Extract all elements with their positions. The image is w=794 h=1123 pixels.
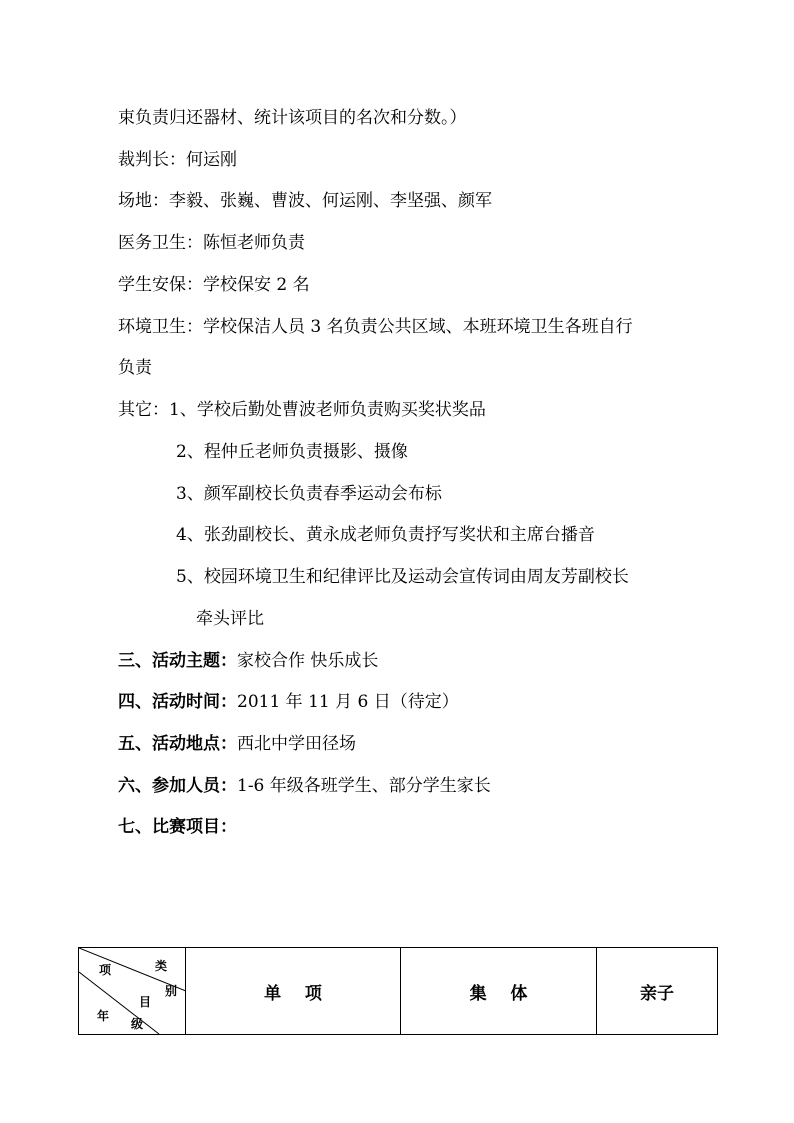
section-value: 西北中学田径场 bbox=[237, 734, 356, 754]
other-item-5: 5、校园环境卫生和纪律评比及运动会宣传词由周友芳副校长 bbox=[176, 567, 629, 587]
header-family: 亲子 bbox=[597, 948, 718, 1035]
section-label: 四、活动时间： bbox=[118, 692, 237, 712]
diag-label-lei: 类 bbox=[155, 959, 168, 973]
events-table bbox=[78, 947, 718, 1035]
sanitation-line-cont: 负责 bbox=[118, 358, 152, 378]
section-participants bbox=[118, 775, 491, 797]
other-item-1 bbox=[118, 399, 486, 421]
section-label: 五、活动地点： bbox=[118, 734, 237, 754]
venue-line: 场地：李毅、张巍、曹波、何运刚、李坚强、颜军 bbox=[118, 191, 492, 211]
other-item-text-1: 1、学校后勤处曹波老师负责购买奖状奖品 bbox=[169, 400, 486, 420]
diag-label-nian: 年 bbox=[97, 1009, 110, 1023]
section-time bbox=[118, 691, 459, 713]
other-item-5-cont: 牵头评比 bbox=[196, 609, 264, 629]
chief-judge-line: 裁判长：何运刚 bbox=[118, 150, 237, 170]
section-label: 三、活动主题： bbox=[118, 651, 237, 671]
section-location bbox=[118, 733, 356, 755]
diag-label-mu: 目 bbox=[139, 995, 152, 1009]
section-value: 家校合作 快乐成长 bbox=[237, 651, 379, 671]
section-value: 2011 年 11 月 6 日（待定） bbox=[237, 692, 459, 712]
other-item-4: 4、张劲副校长、黄永成老师负责抒写奖状和主席台播音 bbox=[176, 525, 595, 545]
section-value: 1-6 年级各班学生、部分学生家长 bbox=[237, 776, 491, 796]
section-theme bbox=[118, 650, 378, 672]
security-line: 学生安保：学校保安 2 名 bbox=[118, 275, 310, 295]
other-item-2: 2、程仲丘老师负责摄影、摄像 bbox=[176, 442, 408, 462]
diag-label-bie: 别 bbox=[165, 984, 178, 998]
section-label: 六、参加人员： bbox=[118, 776, 237, 796]
section-label: 七、比赛项目： bbox=[118, 817, 237, 837]
other-item-3: 3、颜军副校长负责春季运动会布标 bbox=[176, 484, 442, 504]
section-events bbox=[118, 816, 237, 838]
header-group: 集 体 bbox=[401, 948, 597, 1035]
diag-label-xiang: 项 bbox=[99, 963, 112, 977]
diagonal-header-cell bbox=[79, 948, 186, 1035]
diag-label-ji: 级 bbox=[131, 1017, 144, 1031]
sanitation-line: 环境卫生：学校保洁人员 3 名负责公共区域、本班环境卫生各班自行 bbox=[118, 317, 633, 337]
table-header-row bbox=[79, 948, 718, 1035]
header-single: 单 项 bbox=[186, 948, 401, 1035]
medical-line: 医务卫生：陈恒老师负责 bbox=[118, 233, 305, 253]
text-line-1: 束负责归还器材、统计该项目的名次和分数。） bbox=[118, 108, 467, 128]
other-lead: 其它： bbox=[118, 400, 169, 420]
